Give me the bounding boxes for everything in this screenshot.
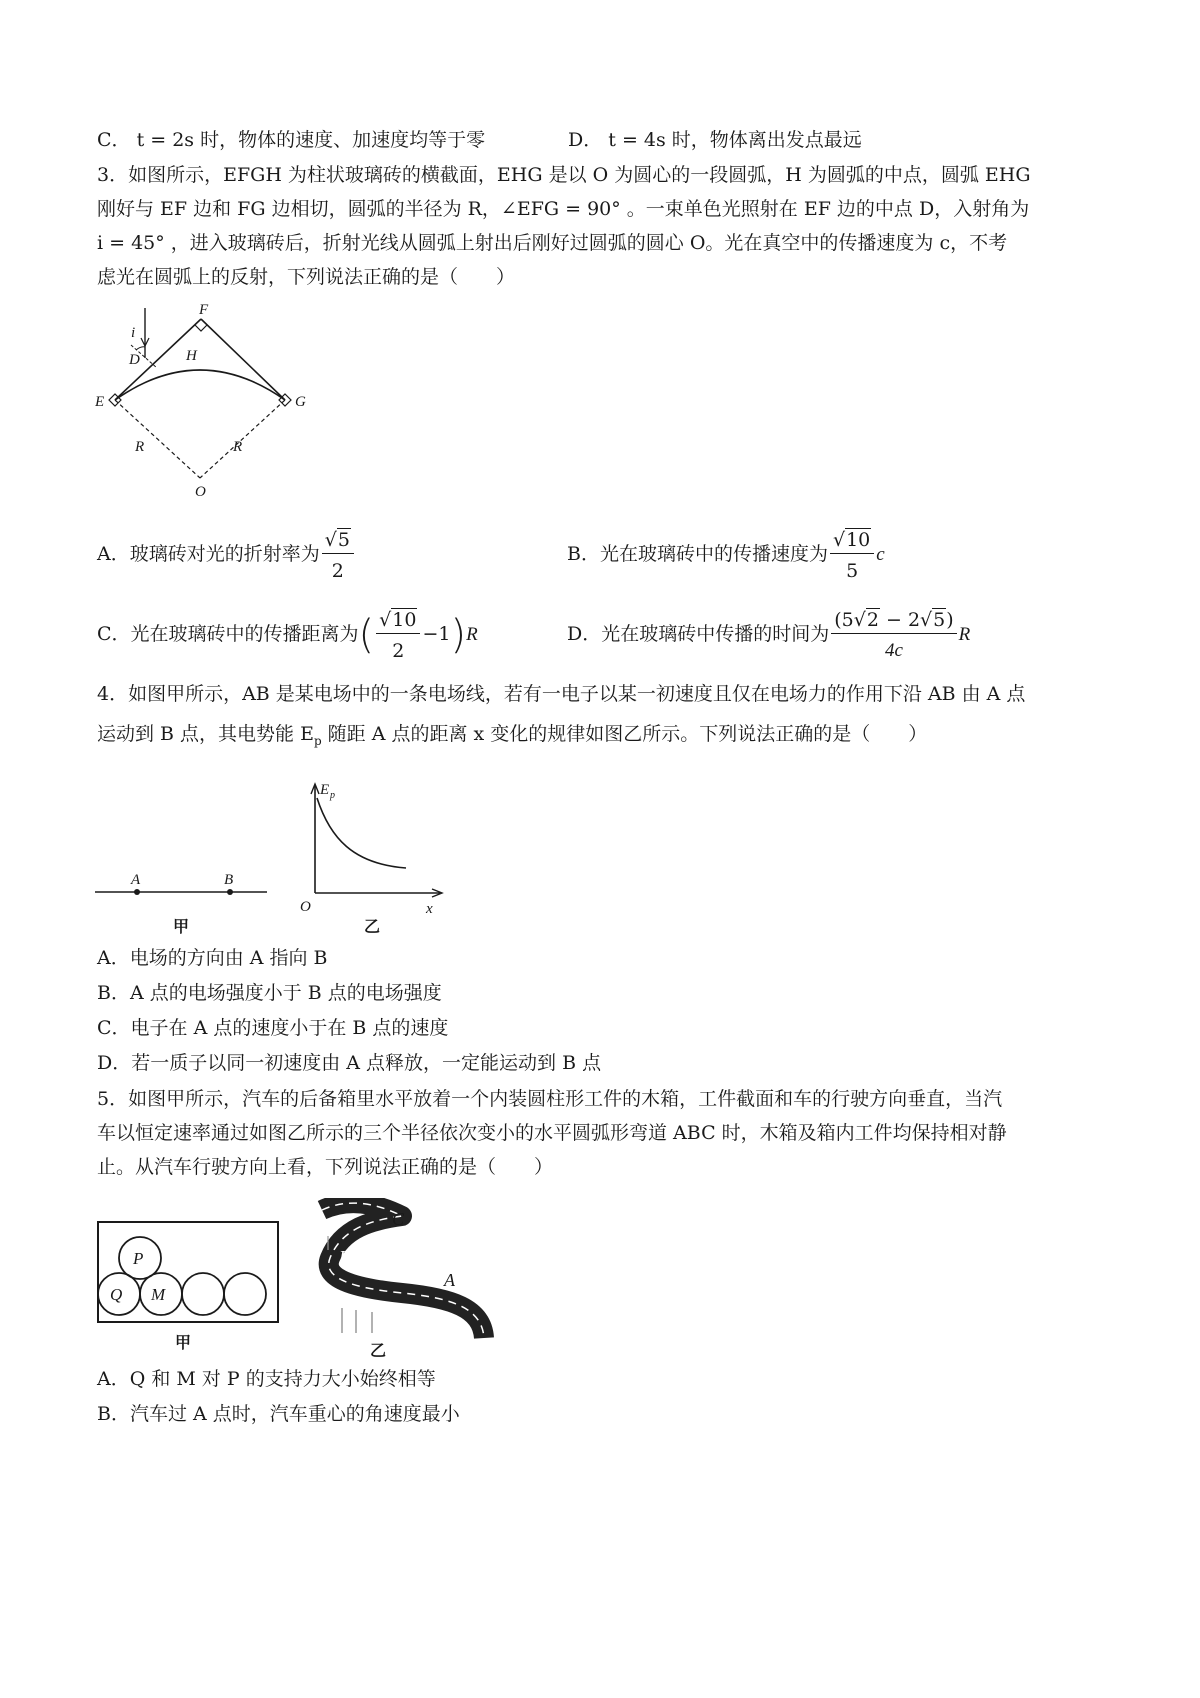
q3-stem-line-3: i = 45° ，进入玻璃砖后，折射光线从圆弧上射出后刚好过圆弧的圆心 O。光在真空中的传播速度为 c，不考 xyxy=(97,232,1008,254)
q5-figure-jia-box xyxy=(95,1210,285,1360)
q3-label-g: G xyxy=(295,394,306,410)
q5-option-a: A．Q 和 M 对 P 的支持力大小始终相等 xyxy=(97,1368,436,1390)
q5-stem-line-3: 止。从汽车行驶方向上看，下列说法正确的是（ ） xyxy=(97,1156,554,1178)
q5-option-b: B．汽车过 A 点时，汽车重心的角速度最小 xyxy=(97,1403,460,1425)
q5-label-q: Q xyxy=(110,1285,123,1304)
q5-label-m: M xyxy=(151,1285,166,1304)
q4-option-b: B．A 点的电场强度小于 B 点的电场强度 xyxy=(97,982,442,1004)
q3-label-h: H xyxy=(186,348,197,364)
q3-stem-line-2: 刚好与 EF 边和 FG 边相切，圆弧的半径为 R，∠EFG = 90° 。一束单色光照射在 EF 边的中点 D，入射角为 xyxy=(97,198,1030,220)
q5-label-yi: 乙 xyxy=(370,1341,387,1360)
q4-figure-jia-field-line xyxy=(95,860,275,940)
q4-option-a: A．电场的方向由 A 指向 B xyxy=(97,947,328,969)
q3-label-d: D xyxy=(129,352,140,368)
q4-label-jia: 甲 xyxy=(173,917,190,936)
q5-label-p: P xyxy=(133,1249,144,1268)
q3-option-d: D．光在玻璃砖中传播的时间为 $\frac{(5√2 - 2√5)}{4c}$ R xyxy=(567,608,971,661)
q5-figure-yi-road xyxy=(312,1198,512,1363)
q3-label-o: O xyxy=(195,484,206,500)
q3-label-i: i xyxy=(131,325,136,341)
q5-label-b: B xyxy=(339,1247,350,1267)
q3-stem-line-4: 虑光在圆弧上的反射，下列说法正确的是（ ） xyxy=(97,266,516,288)
q3-option-b: B．光在玻璃砖中的传播速度为 $\frac{√10}{5}$ c xyxy=(567,528,885,582)
q5-label-a: A xyxy=(444,1270,455,1290)
q4-label-a: A xyxy=(131,872,141,888)
q4-stem-line-1: 4．如图甲所示，AB 是某电场中的一条电场线，若有一电子以某一初速度且仅在电场力的作用下沿 AB 由 A 点 xyxy=(97,683,1026,705)
q4-label-b: B xyxy=(224,872,234,888)
q3-stem-line-1: 3．如图所示，EFGH 为柱状玻璃砖的横截面，EHG 是以 O 为圆心的一段圆弧，H 为圆弧的中点，圆弧 EHG xyxy=(97,164,1031,186)
q3-label-e: E xyxy=(95,394,105,410)
q3-label-f: F xyxy=(199,302,209,318)
q2-option-d: D． t = 4s 时，物体离出发点最远 xyxy=(568,129,862,151)
q5-label-jia: 甲 xyxy=(175,1333,192,1352)
q4-figure-yi-energy-graph xyxy=(298,778,458,940)
q4-label-ep-sub: p xyxy=(330,790,335,801)
q4-stem-line-2: 运动到 B 点，其电势能 $E_p$ 随距 A 点的距离 x 变化的规律如图乙所示。下列说法正确的是（ ） xyxy=(97,723,928,748)
q4-label-yi: 乙 xyxy=(364,917,381,936)
q4-option-d: D．若一质子以同一初速度由 A 点释放，一定能运动到 B 点 xyxy=(97,1052,602,1074)
q3-option-c: C．光在玻璃砖中的传播距离为( $\frac{√10}{2}$ −1)R xyxy=(97,608,478,662)
q3-option-a: A．玻璃砖对光的折射率为 $\frac{√5}{2}$ xyxy=(97,527,356,582)
q5-stem-line-1: 5．如图甲所示，汽车的后备箱里水平放着一个内装圆柱形工件的木箱，工件截面和车的行驶方向垂直，当汽 xyxy=(97,1088,1003,1110)
q4-label-ep: E xyxy=(320,782,330,798)
q4-option-c: C．电子在 A 点的速度小于在 B 点的速度 xyxy=(97,1017,449,1039)
q4-label-x: x xyxy=(426,901,433,917)
q3-label-r-right: R xyxy=(233,439,243,455)
q5-label-c: C xyxy=(392,1209,405,1229)
q4-label-o: O xyxy=(300,899,311,915)
q5-stem-line-2: 车以恒定速率通过如图乙所示的三个半径依次变小的水平圆弧形弯道 ABC 时，木箱及箱内工件均保持相对静 xyxy=(97,1122,1007,1144)
q2-option-c: C． t = 2s 时，物体的速度、加速度均等于零 xyxy=(97,129,486,151)
q3-figure-glass-brick xyxy=(95,300,325,505)
q3-label-r-left: R xyxy=(135,439,145,455)
